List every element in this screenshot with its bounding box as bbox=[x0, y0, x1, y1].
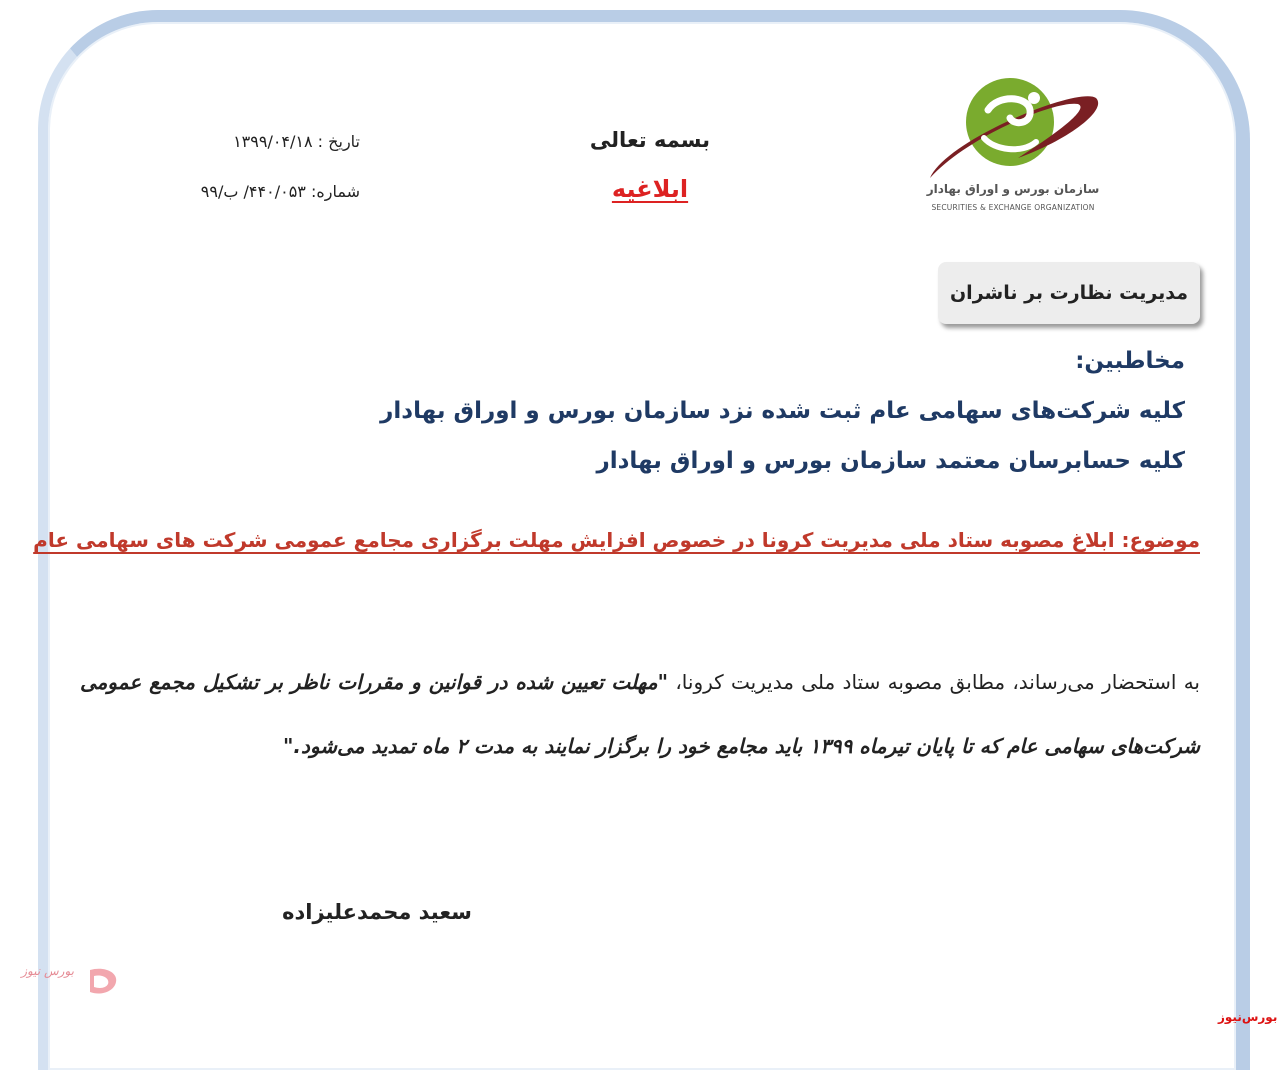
department-box bbox=[938, 262, 1200, 324]
addressee-line: کلیه شرکت‌های سهامی عام ثبت شده نزد سازمان بورس و اوراق بهادار bbox=[380, 398, 1185, 424]
org-name-en: SECURITIES & EXCHANGE ORGANIZATION bbox=[931, 203, 1095, 212]
addressee-line: کلیه حسابرسان معتمد سازمان بورس و اوراق بهادار bbox=[596, 448, 1185, 474]
signer-name: سعید محمدعلیزاده bbox=[282, 900, 472, 924]
letter-date: تاریخ : ۱۳۹۹/۰۴/۱۸ bbox=[233, 132, 360, 151]
body-intro: به استحضار می‌رساند، مطابق مصوبه ستاد ملی مدیریت کرونا، bbox=[668, 670, 1200, 694]
addressees-heading: مخاطبین: bbox=[1075, 348, 1185, 374]
corner-source-label: بورس‌نیوز bbox=[1218, 1010, 1278, 1024]
letter-subject: موضوع: ابلاغ مصوبه ستاد ملی مدیریت کرونا در خصوص افزایش مهلت برگزاری مجامع عمومی شرکت های سهامی عام bbox=[33, 528, 1200, 552]
letter-body bbox=[80, 650, 1200, 778]
watermark-text: بورس نیوز bbox=[21, 964, 74, 978]
organization-logo bbox=[918, 70, 1108, 220]
body-quote: "مهلت تعیین شده در قوانین و مقررات ناظر بر تشکیل مجمع عمومی شرکت‌های سهامی عام که تا پایان تیرماه ۱۳۹۹ باید مجامع خود را برگزار نمایند به مدت ۲ ماه تمدید می‌شود." bbox=[80, 670, 1200, 758]
document-type-title: ابلاغیه bbox=[611, 175, 689, 203]
department-label: مدیریت نظارت بر ناشران bbox=[949, 282, 1189, 304]
bismillah-heading: بسمه تعالی bbox=[589, 128, 711, 152]
letter-number: شماره: ۴۴۰/۰۵۳/ ب/۹۹ bbox=[200, 182, 360, 201]
org-name-fa: سازمان بورس و اوراق بهادار bbox=[926, 182, 1100, 196]
